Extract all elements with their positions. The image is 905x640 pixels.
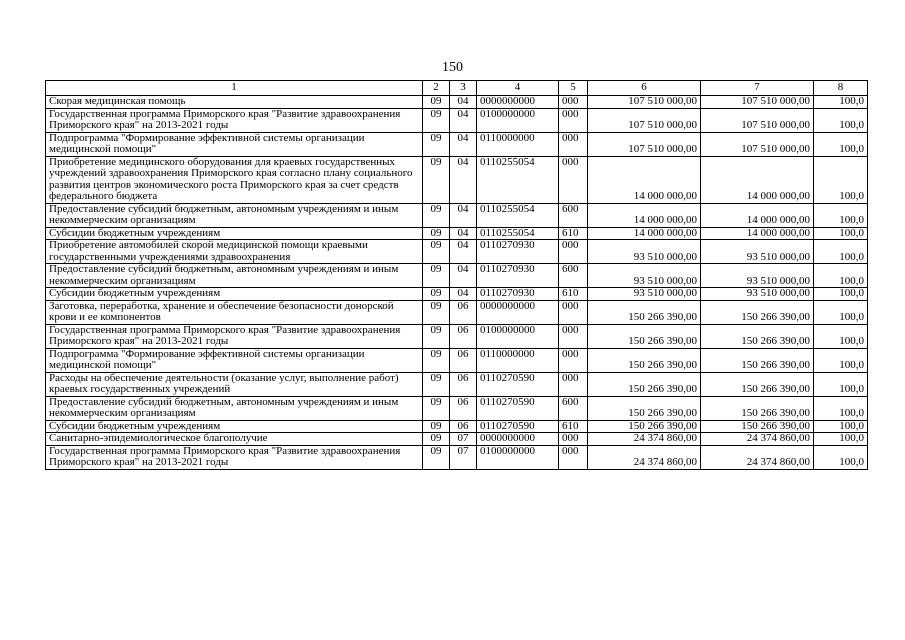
execution-percent: 100,0 bbox=[814, 433, 868, 446]
planned-amount: 24 374 860,00 bbox=[588, 433, 701, 446]
table-row bbox=[46, 264, 868, 288]
execution-percent: 100,0 bbox=[814, 227, 868, 240]
row-name: Государственная программа Приморского края "Развитие здравоохранения Приморского края" на 2013-2021 годы bbox=[46, 324, 423, 348]
table-row bbox=[46, 240, 868, 264]
section-code: 09 bbox=[423, 156, 450, 203]
row-name: Приобретение автомобилей скорой медицинской помощи краевыми государственными учреждениями здравоохранения bbox=[46, 240, 423, 264]
planned-amount: 14 000 000,00 bbox=[588, 156, 701, 203]
subsection-code: 04 bbox=[450, 156, 477, 203]
subsection-code: 04 bbox=[450, 288, 477, 301]
expense-type-code: 600 bbox=[559, 203, 588, 227]
expense-type-code: 610 bbox=[559, 288, 588, 301]
subsection-code: 06 bbox=[450, 420, 477, 433]
target-article-code: 0110270930 bbox=[477, 288, 559, 301]
table-row bbox=[46, 132, 868, 156]
target-article-code: 0110270590 bbox=[477, 420, 559, 433]
subsection-code: 04 bbox=[450, 264, 477, 288]
subsection-code: 06 bbox=[450, 372, 477, 396]
subsection-code: 06 bbox=[450, 396, 477, 420]
subsection-code: 04 bbox=[450, 96, 477, 109]
target-article-code: 0000000000 bbox=[477, 96, 559, 109]
section-code: 09 bbox=[423, 348, 450, 372]
page-number: 150 bbox=[442, 60, 463, 75]
executed-amount: 107 510 000,00 bbox=[701, 108, 814, 132]
expense-type-code: 000 bbox=[559, 132, 588, 156]
expense-type-code: 000 bbox=[559, 348, 588, 372]
section-code: 09 bbox=[423, 288, 450, 301]
planned-amount: 14 000 000,00 bbox=[588, 203, 701, 227]
section-code: 09 bbox=[423, 372, 450, 396]
table-row bbox=[46, 227, 868, 240]
executed-amount: 93 510 000,00 bbox=[701, 288, 814, 301]
expense-type-code: 000 bbox=[559, 300, 588, 324]
table-row bbox=[46, 348, 868, 372]
table-row bbox=[46, 288, 868, 301]
subsection-code: 06 bbox=[450, 348, 477, 372]
row-name: Субсидии бюджетным учреждениям bbox=[46, 288, 423, 301]
execution-percent: 100,0 bbox=[814, 96, 868, 109]
target-article-code: 0110270930 bbox=[477, 240, 559, 264]
expense-type-code: 600 bbox=[559, 264, 588, 288]
execution-percent: 100,0 bbox=[814, 420, 868, 433]
executed-amount: 150 266 390,00 bbox=[701, 420, 814, 433]
column-header: 7 bbox=[701, 81, 814, 96]
row-name: Скорая медицинская помощь bbox=[46, 96, 423, 109]
expense-type-code: 600 bbox=[559, 396, 588, 420]
table-row bbox=[46, 420, 868, 433]
subsection-code: 04 bbox=[450, 227, 477, 240]
executed-amount: 14 000 000,00 bbox=[701, 227, 814, 240]
row-name: Предоставление субсидий бюджетным, автономным учреждениям и иным некоммерческим организациям bbox=[46, 396, 423, 420]
target-article-code: 0000000000 bbox=[477, 300, 559, 324]
expense-type-code: 000 bbox=[559, 108, 588, 132]
subsection-code: 04 bbox=[450, 240, 477, 264]
row-name: Субсидии бюджетным учреждениям bbox=[46, 420, 423, 433]
planned-amount: 150 266 390,00 bbox=[588, 324, 701, 348]
table-row bbox=[46, 156, 868, 203]
expense-type-code: 000 bbox=[559, 96, 588, 109]
executed-amount: 14 000 000,00 bbox=[701, 156, 814, 203]
section-code: 09 bbox=[423, 324, 450, 348]
section-code: 09 bbox=[423, 300, 450, 324]
table-row bbox=[46, 445, 868, 469]
target-article-code: 0100000000 bbox=[477, 324, 559, 348]
expense-type-code: 000 bbox=[559, 240, 588, 264]
row-name: Подпрограмма "Формирование эффективной системы организации медицинской помощи" bbox=[46, 348, 423, 372]
expense-type-code: 610 bbox=[559, 420, 588, 433]
table-row bbox=[46, 96, 868, 109]
table-row bbox=[46, 324, 868, 348]
table-row bbox=[46, 108, 868, 132]
row-name: Субсидии бюджетным учреждениям bbox=[46, 227, 423, 240]
target-article-code: 0110255054 bbox=[477, 227, 559, 240]
table-row bbox=[46, 396, 868, 420]
section-code: 09 bbox=[423, 108, 450, 132]
target-article-code: 0000000000 bbox=[477, 433, 559, 446]
executed-amount: 24 374 860,00 bbox=[701, 433, 814, 446]
table-row bbox=[46, 433, 868, 446]
target-article-code: 0100000000 bbox=[477, 445, 559, 469]
execution-percent: 100,0 bbox=[814, 156, 868, 203]
section-code: 09 bbox=[423, 420, 450, 433]
planned-amount: 107 510 000,00 bbox=[588, 108, 701, 132]
section-code: 09 bbox=[423, 396, 450, 420]
expense-type-code: 000 bbox=[559, 433, 588, 446]
section-code: 09 bbox=[423, 96, 450, 109]
subsection-code: 07 bbox=[450, 433, 477, 446]
row-name: Подпрограмма "Формирование эффективной системы организации медицинской помощи" bbox=[46, 132, 423, 156]
executed-amount: 93 510 000,00 bbox=[701, 240, 814, 264]
subsection-code: 06 bbox=[450, 324, 477, 348]
executed-amount: 24 374 860,00 bbox=[701, 445, 814, 469]
expense-type-code: 610 bbox=[559, 227, 588, 240]
row-name: Санитарно-эпидемиологическое благополучие bbox=[46, 433, 423, 446]
table-row bbox=[46, 300, 868, 324]
executed-amount: 150 266 390,00 bbox=[701, 324, 814, 348]
section-code: 09 bbox=[423, 240, 450, 264]
expense-type-code: 000 bbox=[559, 372, 588, 396]
target-article-code: 0110270590 bbox=[477, 396, 559, 420]
column-header: 8 bbox=[814, 81, 868, 96]
subsection-code: 06 bbox=[450, 300, 477, 324]
executed-amount: 93 510 000,00 bbox=[701, 264, 814, 288]
target-article-code: 0110270590 bbox=[477, 372, 559, 396]
section-code: 09 bbox=[423, 264, 450, 288]
execution-percent: 100,0 bbox=[814, 396, 868, 420]
execution-percent: 100,0 bbox=[814, 324, 868, 348]
executed-amount: 150 266 390,00 bbox=[701, 396, 814, 420]
target-article-code: 0110255054 bbox=[477, 203, 559, 227]
row-name: Государственная программа Приморского края "Развитие здравоохранения Приморского края" на 2013-2021 годы bbox=[46, 445, 423, 469]
planned-amount: 93 510 000,00 bbox=[588, 288, 701, 301]
table-row bbox=[46, 203, 868, 227]
planned-amount: 93 510 000,00 bbox=[588, 240, 701, 264]
subsection-code: 04 bbox=[450, 132, 477, 156]
target-article-code: 0110270930 bbox=[477, 264, 559, 288]
budget-table bbox=[45, 80, 868, 470]
column-header: 1 bbox=[46, 81, 423, 96]
execution-percent: 100,0 bbox=[814, 264, 868, 288]
column-header: 2 bbox=[423, 81, 450, 96]
row-name: Предоставление субсидий бюджетным, автономным учреждениям и иным некоммерческим организациям bbox=[46, 203, 423, 227]
execution-percent: 100,0 bbox=[814, 300, 868, 324]
row-name: Государственная программа Приморского края "Развитие здравоохранения Приморского края" на 2013-2021 годы bbox=[46, 108, 423, 132]
column-header: 5 bbox=[559, 81, 588, 96]
expense-type-code: 000 bbox=[559, 324, 588, 348]
subsection-code: 04 bbox=[450, 203, 477, 227]
executed-amount: 14 000 000,00 bbox=[701, 203, 814, 227]
planned-amount: 93 510 000,00 bbox=[588, 264, 701, 288]
section-code: 09 bbox=[423, 433, 450, 446]
execution-percent: 100,0 bbox=[814, 132, 868, 156]
execution-percent: 100,0 bbox=[814, 108, 868, 132]
subsection-code: 04 bbox=[450, 108, 477, 132]
executed-amount: 150 266 390,00 bbox=[701, 300, 814, 324]
executed-amount: 107 510 000,00 bbox=[701, 132, 814, 156]
planned-amount: 150 266 390,00 bbox=[588, 372, 701, 396]
execution-percent: 100,0 bbox=[814, 348, 868, 372]
execution-percent: 100,0 bbox=[814, 203, 868, 227]
row-name: Заготовка, переработка, хранение и обеспечение безопасности донорской крови и ее компонентов bbox=[46, 300, 423, 324]
executed-amount: 107 510 000,00 bbox=[701, 96, 814, 109]
subsection-code: 07 bbox=[450, 445, 477, 469]
planned-amount: 14 000 000,00 bbox=[588, 227, 701, 240]
execution-percent: 100,0 bbox=[814, 445, 868, 469]
row-name: Предоставление субсидий бюджетным, автономным учреждениям и иным некоммерческим организациям bbox=[46, 264, 423, 288]
table-row bbox=[46, 372, 868, 396]
planned-amount: 150 266 390,00 bbox=[588, 348, 701, 372]
expense-type-code: 000 bbox=[559, 445, 588, 469]
target-article-code: 0110000000 bbox=[477, 348, 559, 372]
target-article-code: 0100000000 bbox=[477, 108, 559, 132]
column-header: 6 bbox=[588, 81, 701, 96]
section-code: 09 bbox=[423, 445, 450, 469]
planned-amount: 150 266 390,00 bbox=[588, 396, 701, 420]
row-name: Приобретение медицинского оборудования для краевых государственных учреждений здравоохранения Приморского края согласно плану социального развития центров экономического роста Приморского края за счет средств федерального бюджета bbox=[46, 156, 423, 203]
expense-type-code: 000 bbox=[559, 156, 588, 203]
column-number-header-row bbox=[46, 81, 868, 96]
execution-percent: 100,0 bbox=[814, 288, 868, 301]
planned-amount: 107 510 000,00 bbox=[588, 132, 701, 156]
execution-percent: 100,0 bbox=[814, 240, 868, 264]
executed-amount: 150 266 390,00 bbox=[701, 372, 814, 396]
section-code: 09 bbox=[423, 227, 450, 240]
column-header: 3 bbox=[450, 81, 477, 96]
section-code: 09 bbox=[423, 132, 450, 156]
planned-amount: 150 266 390,00 bbox=[588, 420, 701, 433]
target-article-code: 0110255054 bbox=[477, 156, 559, 203]
section-code: 09 bbox=[423, 203, 450, 227]
row-name: Расходы на обеспечение деятельности (оказание услуг, выполнение работ) краевых государственных учреждений bbox=[46, 372, 423, 396]
target-article-code: 0110000000 bbox=[477, 132, 559, 156]
executed-amount: 150 266 390,00 bbox=[701, 348, 814, 372]
planned-amount: 150 266 390,00 bbox=[588, 300, 701, 324]
execution-percent: 100,0 bbox=[814, 372, 868, 396]
planned-amount: 24 374 860,00 bbox=[588, 445, 701, 469]
planned-amount: 107 510 000,00 bbox=[588, 96, 701, 109]
column-header: 4 bbox=[477, 81, 559, 96]
